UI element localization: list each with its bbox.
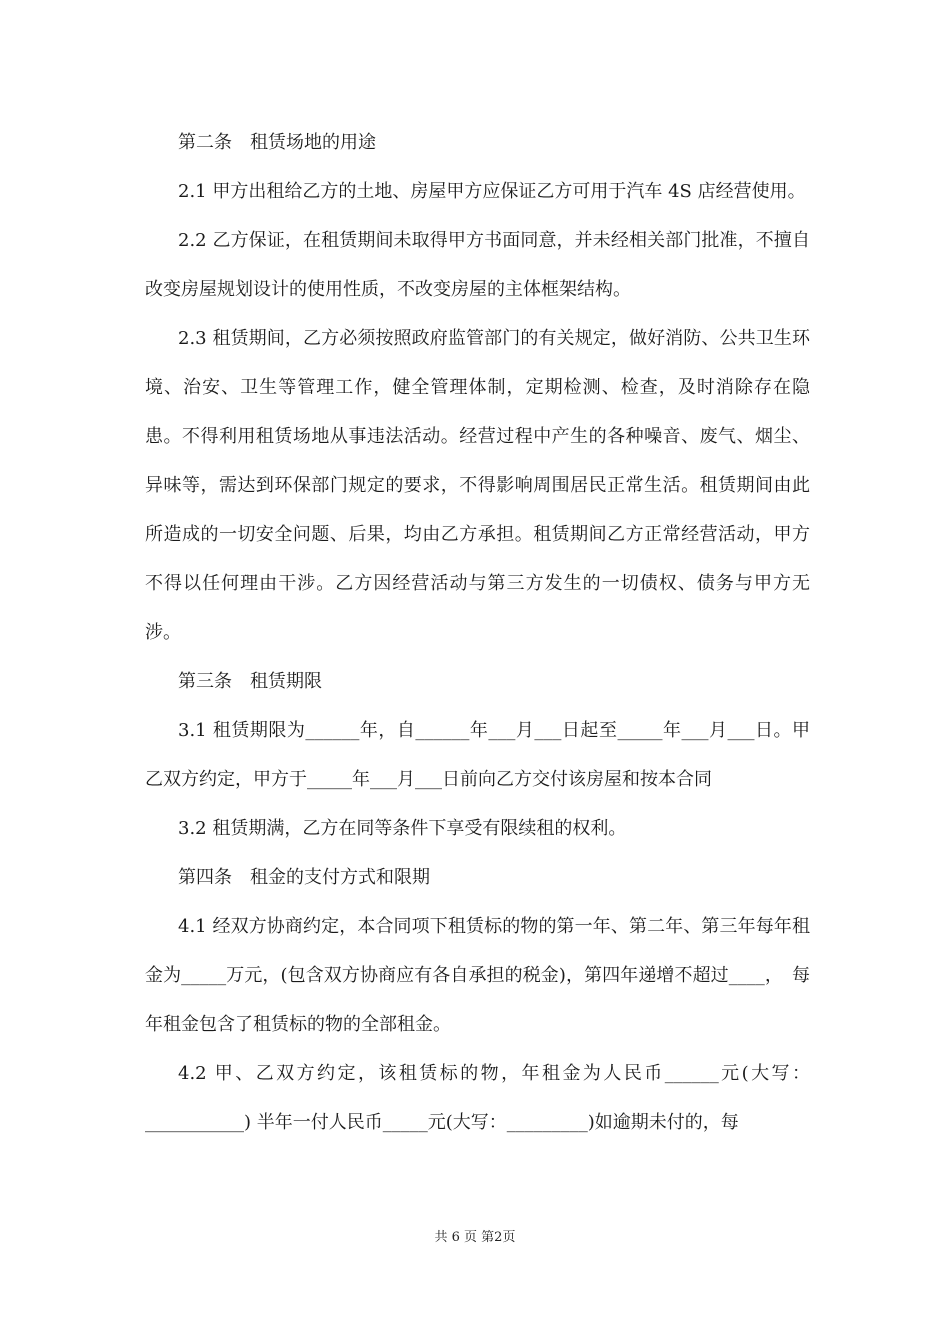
clause-2-2: 2.2 乙方保证，在租赁期间未取得甲方书面同意，并未经相关部门批准，不擅自改变房屋规划设计的使用性质，不改变房屋的主体框架结构。: [145, 230, 810, 300]
clause-2-1: 2.1 甲方出租给乙方的土地、房屋甲方应保证乙方可用于汽车 4S 店经营使用。: [178, 181, 806, 202]
clause-3-2: 3.2 租赁期满，乙方在同等条件下享受有限续租的权利。: [178, 818, 627, 839]
article-4-heading: 第四条 租金的支付方式和限期: [178, 867, 430, 888]
clause-2-3: 2.3 租赁期间，乙方必须按照政府监管部门的有关规定，做好消防、公共卫生环境、治安、卫生等管理工作，健全管理体制，定期检测、检查，及时消除存在隐患。不得利用租赁场地从事违法活动。经营过程中产生的各种噪音、废气、烟尘、异味等，需达到环保部门规定的要求，不得影响周围居民正常生活。租赁期间由此所造成的一切安全问题、后果，均由乙方承担。租赁期间乙方正常经营活动，甲方不得以任何理由干涉。乙方因经营活动与第三方发生的一切债权、债务与甲方无涉。: [145, 328, 810, 643]
article-2-heading: 第二条 租赁场地的用途: [178, 132, 376, 153]
document-body: [145, 118, 810, 1147]
article-3-heading: 第三条 租赁期限: [178, 671, 322, 692]
clause-4-1: 4.1 经双方协商约定，本合同项下租赁标的物的第一年、第二年、第三年每年租金为_____万元，(包含双方协商应有各自承担的税金)，第四年递增不超过____， 每年租金包含了租赁标的物的全部租金。: [145, 916, 810, 1035]
page-footer: 共 6 页 第2页: [434, 1230, 516, 1245]
clause-4-2: 4.2 甲、乙双方约定，该租赁标的物，年租金为人民币______元(大写：___________) 半年一付人民币_____元(大写：_________)如逾期未付的，每: [145, 1063, 810, 1133]
clause-3-1: 3.1 租赁期限为______年，自______年___月___日起至_____年___月___日。甲乙双方约定，甲方于_____年___月___日前向乙方交付该房屋和按本合同: [145, 720, 810, 790]
